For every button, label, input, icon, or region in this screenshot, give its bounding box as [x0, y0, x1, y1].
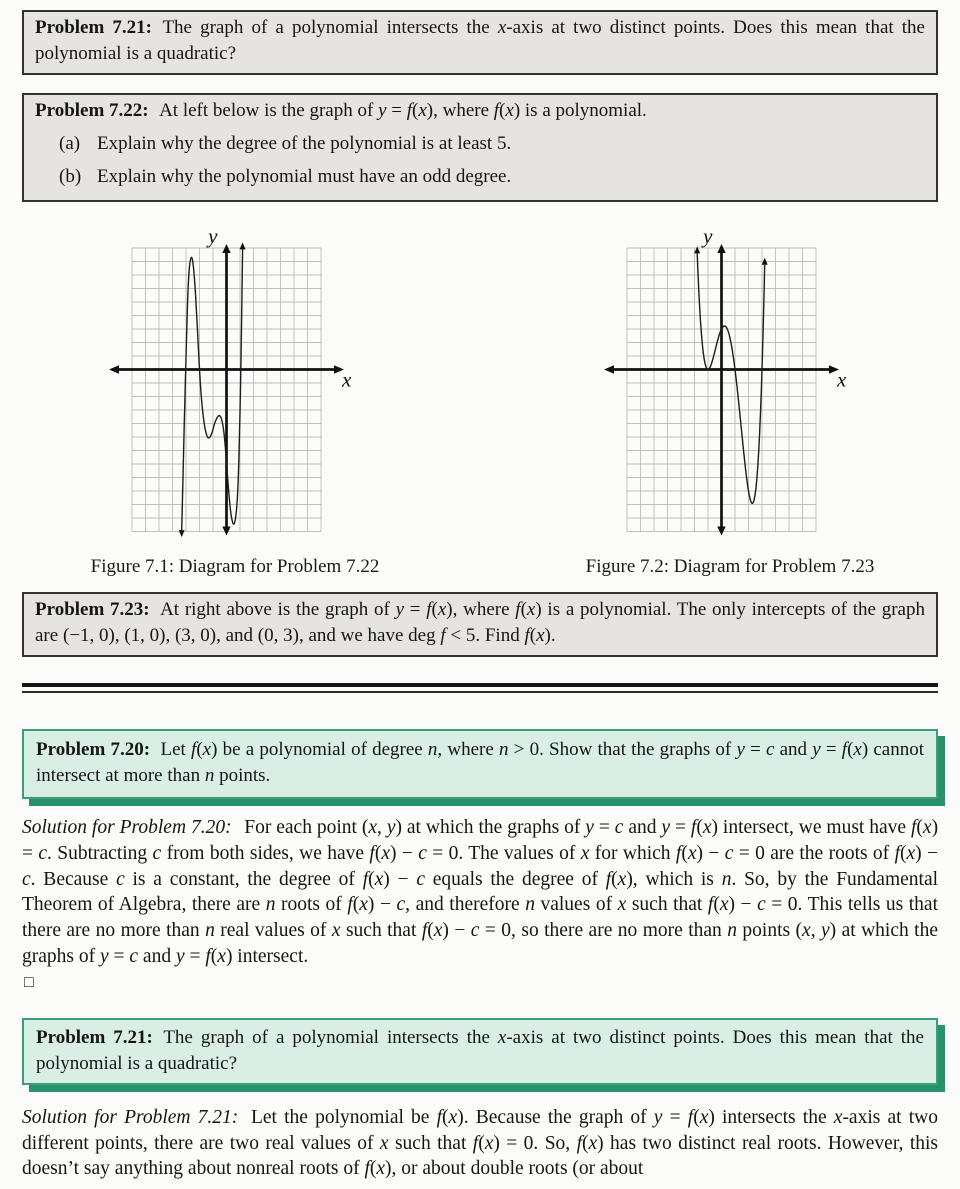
solution-7-20-body: For each point (x, y) at which the graphs of y = c and y = f(x) intersect, we must have f(x) = c. Subtracting c from both sides, we have f(x) − c = 0. The values of x for which f(x) − c = 0 are the roots of f(x) − c. Because c is a constant, the degree of f(x) − c equals the degree of f(x), which is n. So, by the Fundamental Theorem of Algebra, there are n roots of f(x) − c, and therefore n values of x such that f(x) − c = 0. This tells us that there are no more than n real values of x such that f(x) − c = 0, so there are no more than n points (x, y) at which the graphs of y = c and y = f(x) intersect. — [22, 817, 939, 967]
polynomial-curve — [697, 253, 765, 503]
solution-7-20-paragraph — [22, 815, 938, 970]
problem-7-20-body: Let f(x) be a polynomial of degree n, where n > 0. Show that the graphs of y = c and y = f(x) cannot intersect at more than n points. — [36, 739, 925, 786]
figure-7-1-graph — [60, 224, 410, 542]
axes — [109, 244, 344, 536]
figure-7-1 — [60, 224, 410, 578]
figures-row — [0, 224, 960, 578]
polynomial-curve — [182, 249, 243, 530]
x-axis-label: x — [837, 367, 847, 392]
part-a-marker: (a) — [59, 133, 81, 154]
axes — [604, 244, 839, 536]
problem-7-21-repeat-label: Problem 7.21: — [36, 1026, 153, 1048]
part-b-text: Explain why the polynomial must have an odd degree. — [97, 166, 512, 187]
problem-7-20-highlight-box — [22, 729, 938, 799]
problem-7-23-text — [35, 597, 925, 649]
problem-7-21-repeat-body: The graph of a polynomial intersects the x-axis at two distinct points. Does this mean that the polynomial is a quadratic? — [36, 1026, 924, 1074]
problem-7-21-body: The graph of a polynomial intersects the x-axis at two distinct points. Does this mean that the polynomial is a quadratic? — [35, 17, 925, 64]
problem-7-21-repeat-text — [36, 1025, 924, 1077]
problem-7-21-label: Problem 7.21: — [35, 17, 152, 38]
textbook-page — [0, 10, 960, 1189]
problem-7-22-label: Problem 7.22: — [35, 100, 149, 121]
problem-7-21-highlight-box — [22, 1018, 938, 1085]
figure-7-2-graph — [555, 224, 905, 542]
qed-square: □ — [24, 973, 34, 991]
solution-7-20-lead: Solution for Problem 7.20: — [22, 817, 232, 838]
y-axis-label: y — [703, 224, 713, 248]
problem-7-23-label: Problem 7.23: — [35, 599, 150, 620]
figure-7-2-caption: Figure 7.2: Diagram for Problem 7.23 — [585, 556, 875, 577]
y-axis-label: y — [208, 224, 218, 248]
problem-7-20-label: Problem 7.20: — [36, 739, 151, 760]
figure-7-1-caption: Figure 7.1: Diagram for Problem 7.22 — [90, 556, 380, 577]
problem-7-20-text — [36, 737, 924, 789]
x-axis-label: x — [342, 367, 352, 392]
problem-7-21-text — [35, 15, 925, 67]
part-a-text: Explain why the degree of the polynomial is at least 5. — [97, 133, 512, 154]
solution-7-21-lead: Solution for Problem 7.21: — [22, 1106, 239, 1128]
figure-7-2 — [555, 224, 905, 578]
curve-end-arrows — [694, 246, 768, 264]
solution-7-21-paragraph — [22, 1105, 938, 1182]
solution-7-21-body: Let the polynomial be f(x). Because the graph of y = f(x) intersects the x-axis at two different points, there are two real values of x such that f(x) = 0. So, f(x) has two distinct real roots. However, this doesn’t say anything about nonreal roots of f(x), or about double roots (or about — [22, 1106, 938, 1180]
problem-7-23-box — [22, 592, 938, 657]
problem-7-22-box — [22, 93, 938, 202]
problem-7-22-part-a — [35, 131, 925, 157]
problem-7-22-body: At left below is the graph of y = f(x), where f(x) is a polynomial. — [159, 100, 647, 121]
part-b-marker: (b) — [59, 166, 82, 187]
problem-7-21-box — [22, 10, 938, 75]
section-divider-rule — [22, 683, 938, 693]
problem-7-22-part-b — [35, 164, 925, 190]
problem-7-23-body: At right above is the graph of y = f(x), where f(x) is a polynomial. The only intercepts of the graph are (−1, 0), (1, 0), (3, 0), and (0, 3), and we have deg f < 5. Find f(x). — [35, 599, 925, 646]
problem-7-22-intro — [35, 98, 925, 124]
